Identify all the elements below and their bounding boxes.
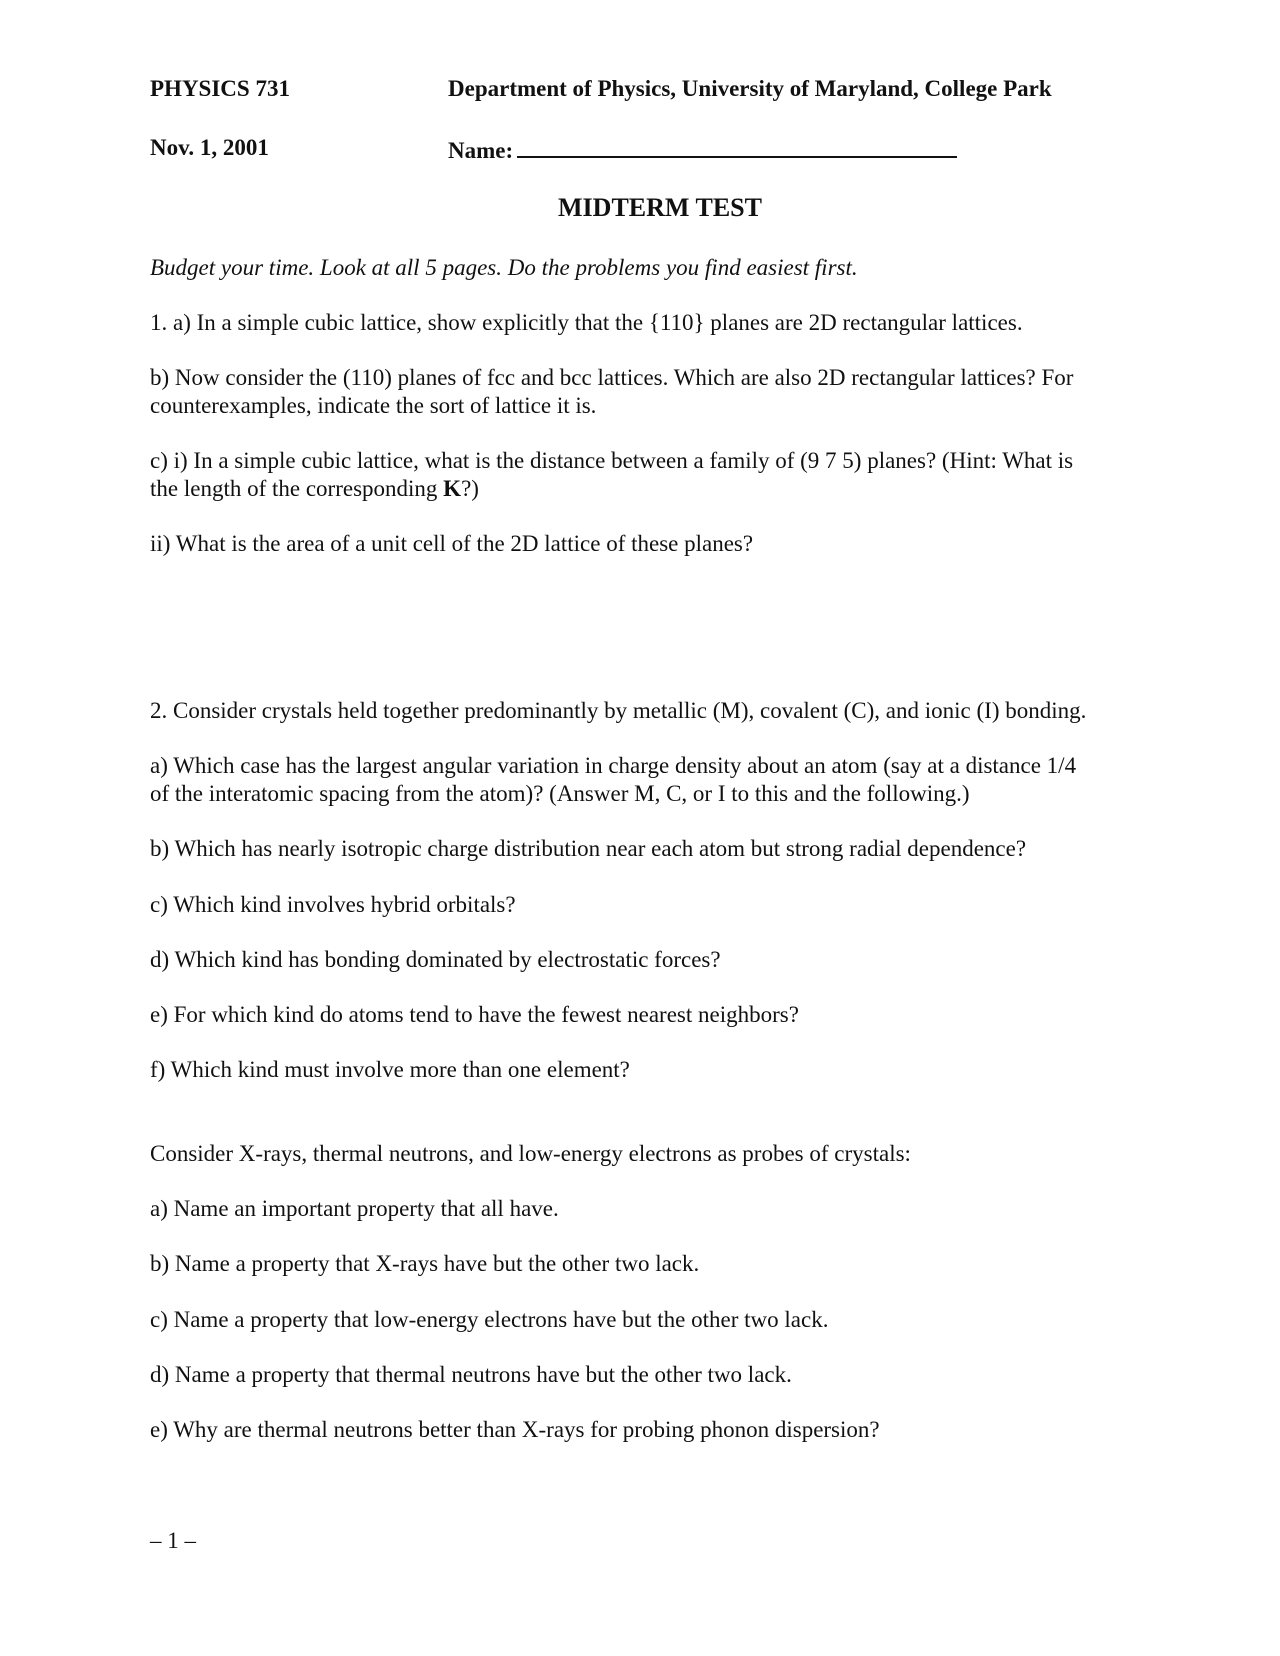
problem-3-intro: Consider X-rays, thermal neutrons, and low-energy electrons as probes of crystals: — [150, 1141, 911, 1166]
problem-2c: c) Which kind involves hybrid orbitals? — [150, 892, 516, 917]
instructions: Budget your time. Look at all 5 pages. Do the problems you find easiest first. — [150, 255, 858, 280]
problem-3d: d) Name a property that thermal neutrons have but the other two lack. — [150, 1362, 792, 1387]
department-name: Department of Physics, University of Maryland, College Park — [448, 76, 1052, 101]
problem-1ci-line1: c) i) In a simple cubic lattice, what is the distance between a family of (9 7 5) planes? (Hint: What is — [150, 448, 1074, 473]
problem-3a: a) Name an important property that all have. — [150, 1196, 559, 1221]
problem-2-intro: 2. Consider crystals held together predominantly by metallic (M), covalent (C), and ionic (I) bonding. — [150, 698, 1087, 723]
problem-3c: c) Name a property that low-energy electrons have but the other two lack. — [150, 1307, 829, 1332]
problem-1cii: ii) What is the area of a unit cell of the 2D lattice of these planes? — [150, 531, 754, 556]
name-label: Name: — [448, 138, 514, 163]
course-code: PHYSICS 731 — [150, 76, 290, 101]
page-title: MIDTERM TEST — [558, 193, 762, 222]
exam-date: Nov. 1, 2001 — [150, 135, 269, 160]
problem-1ci-end: ?) — [461, 476, 479, 501]
problem-3b: b) Name a property that X-rays have but the other two lack. — [150, 1251, 700, 1276]
problem-2a-line1: a) Which case has the largest angular variation in charge density about an atom (say at a distance 1/4 — [150, 753, 1077, 778]
name-field — [448, 134, 957, 164]
name-blank-line — [517, 134, 957, 158]
problem-3e: e) Why are thermal neutrons better than X-rays for probing phonon dispersion? — [150, 1417, 880, 1442]
problem-2d: d) Which kind has bonding dominated by electrostatic forces? — [150, 947, 721, 972]
problem-1ci-line2 — [150, 475, 479, 502]
vector-k: K — [443, 476, 462, 501]
problem-2f: f) Which kind must involve more than one element? — [150, 1057, 630, 1082]
problem-1a: 1. a) In a simple cubic lattice, show explicitly that the {110} planes are 2D rectangular lattices. — [150, 310, 1023, 335]
problem-1ci-text: the length of the corresponding — [150, 476, 444, 501]
page-number: – 1 – — [150, 1528, 196, 1553]
problem-1b-line2: counterexamples, indicate the sort of lattice it is. — [150, 393, 597, 418]
problem-2b: b) Which has nearly isotropic charge distribution near each atom but strong radial dependence? — [150, 836, 1027, 861]
problem-2e: e) For which kind do atoms tend to have the fewest nearest neighbors? — [150, 1002, 799, 1027]
problem-1b-line1: b) Now consider the (110) planes of fcc and bcc lattices. Which are also 2D rectangular lattices? For — [150, 365, 1074, 390]
problem-2a-line2: of the interatomic spacing from the atom)? (Answer M, C, or I to this and the following.) — [150, 781, 970, 806]
